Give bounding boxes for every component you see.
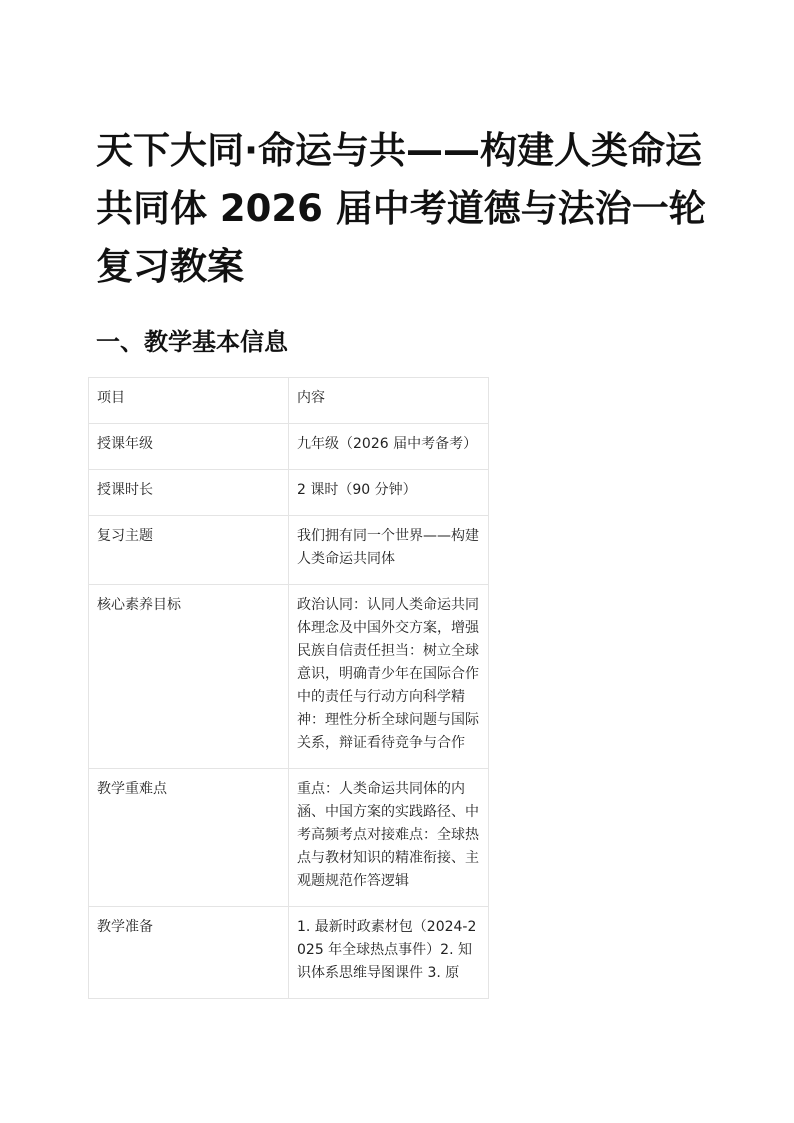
teaching-info-table	[88, 377, 489, 999]
table-row	[89, 907, 489, 999]
row-key: 教学重难点	[89, 769, 289, 907]
row-key: 核心素养目标	[89, 585, 289, 769]
row-key: 授课时长	[89, 470, 289, 516]
table-header-row	[89, 378, 489, 424]
row-value: 九年级（2026 届中考备考）	[289, 424, 489, 470]
table-row	[89, 585, 489, 769]
row-value: 政治认同：认同人类命运共同体理念及中国外交方案，增强民族自信责任担当：树立全球意识，明确青少年在国际合作中的责任与行动方向科学精神：理性分析全球问题与国际关系，辩证看待竞争与合作	[289, 585, 489, 769]
section-heading-basic-info: 一、教学基本信息	[96, 328, 288, 356]
row-value: 2 课时（90 分钟）	[289, 470, 489, 516]
row-key: 授课年级	[89, 424, 289, 470]
table-header-key: 项目	[89, 378, 289, 424]
table-row	[89, 424, 489, 470]
table-row	[89, 516, 489, 585]
table-row	[89, 769, 489, 907]
table-header-value: 内容	[289, 378, 489, 424]
row-key: 教学准备	[89, 907, 289, 999]
table-row	[89, 470, 489, 516]
document-title: 天下大同·命运与共——构建人类命运共同体 2026 届中考道德与法治一轮复习教案	[96, 129, 706, 288]
row-key: 复习主题	[89, 516, 289, 585]
row-value: 我们拥有同一个世界——构建人类命运共同体	[289, 516, 489, 585]
row-value: 重点：人类命运共同体的内涵、中国方案的实践路径、中考高频考点对接难点：全球热点与教材知识的精准衔接、主观题规范作答逻辑	[289, 769, 489, 907]
row-value: 1. 最新时政素材包（2024-2025 年全球热点事件）2. 知识体系思维导图课件 3. 原	[289, 907, 489, 999]
